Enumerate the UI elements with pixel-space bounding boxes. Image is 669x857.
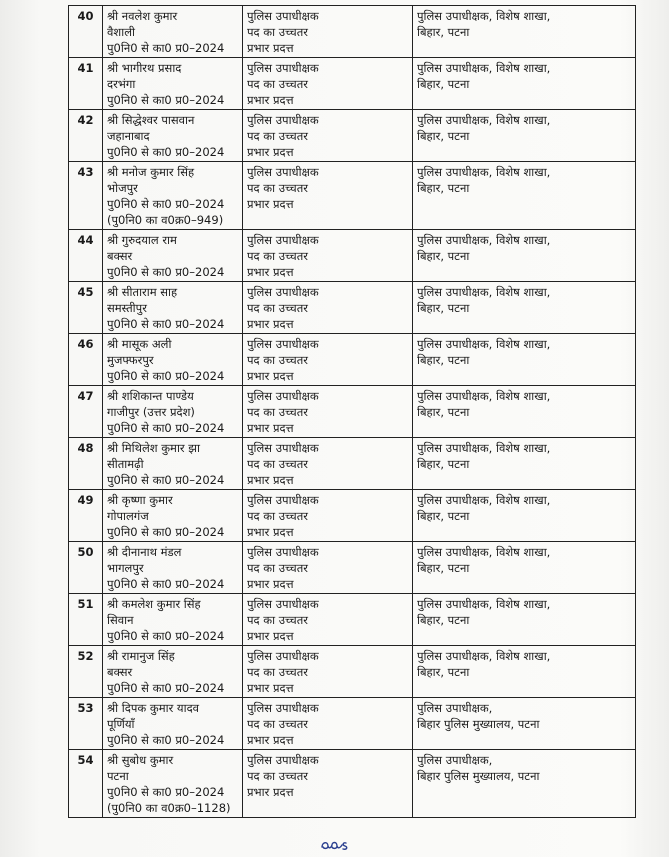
posting-cell bbox=[413, 646, 636, 698]
post-cell bbox=[243, 750, 413, 818]
officer-line: श्री गुरुदयाल राम bbox=[107, 233, 177, 247]
post-line: पुलिस उपाधीक्षक bbox=[247, 285, 319, 299]
serial-number: 41 bbox=[69, 58, 103, 110]
posting-cell bbox=[413, 162, 636, 230]
post-line: प्रभार प्रदत्त bbox=[247, 145, 294, 159]
officer-line: पु0नि0 से का0 प्र0–2024 bbox=[107, 41, 225, 55]
posting-line: पुलिस उपाधीक्षक, विशेष शाखा, bbox=[417, 597, 551, 611]
officer-line: पु0नि0 से का0 प्र0–2024 bbox=[107, 265, 225, 279]
officer-name-cell bbox=[103, 698, 243, 750]
posting-line: पुलिस उपाधीक्षक, विशेष शाखा, bbox=[417, 9, 551, 23]
officer-line: पु0नि0 से का0 प्र0–2024 bbox=[107, 369, 225, 383]
post-line: पद का उच्चतर bbox=[247, 181, 308, 195]
officer-line: श्री शशिकान्त पाण्डेय bbox=[107, 389, 194, 403]
post-line: पद का उच्चतर bbox=[247, 613, 308, 627]
serial-number: 54 bbox=[69, 750, 103, 818]
posting-line: बिहार, पटना bbox=[417, 353, 470, 367]
table-row bbox=[69, 386, 636, 438]
post-line: पुलिस उपाधीक्षक bbox=[247, 113, 319, 127]
officer-line: समस्तीपुर bbox=[107, 301, 147, 315]
post-cell bbox=[243, 698, 413, 750]
post-line: पद का उच्चतर bbox=[247, 301, 308, 315]
post-line: पद का उच्चतर bbox=[247, 405, 308, 419]
officer-line: श्री रामानुज सिंह bbox=[107, 649, 175, 663]
officer-name-cell bbox=[103, 438, 243, 490]
post-line: पद का उच्चतर bbox=[247, 249, 308, 263]
post-cell bbox=[243, 162, 413, 230]
post-line: पुलिस उपाधीक्षक bbox=[247, 493, 319, 507]
officer-line: गाजीपुर (उत्तर प्रदेश) bbox=[107, 405, 195, 419]
officer-line: जहानाबाद bbox=[107, 129, 150, 143]
officer-line: वैशाली bbox=[107, 25, 135, 39]
table-row bbox=[69, 334, 636, 386]
table-body bbox=[69, 6, 636, 818]
posting-cell bbox=[413, 282, 636, 334]
post-line: प्रभार प्रदत्त bbox=[247, 197, 294, 211]
posting-line: बिहार, पटना bbox=[417, 181, 470, 195]
serial-number: 47 bbox=[69, 386, 103, 438]
posting-line: बिहार, पटना bbox=[417, 613, 470, 627]
officer-line: गोपालगंज bbox=[107, 509, 149, 523]
posting-line: पुलिस उपाधीक्षक, विशेष शाखा, bbox=[417, 113, 551, 127]
officer-line: श्री दिपक कुमार यादव bbox=[107, 701, 200, 715]
post-line: प्रभार प्रदत्त bbox=[247, 421, 294, 435]
posting-line: बिहार, पटना bbox=[417, 561, 470, 575]
table-row bbox=[69, 58, 636, 110]
posting-cell bbox=[413, 334, 636, 386]
posting-line: बिहार, पटना bbox=[417, 665, 470, 679]
posting-cell bbox=[413, 230, 636, 282]
officer-line: (पु0नि0 का व0क्र0–949) bbox=[107, 213, 224, 227]
post-cell bbox=[243, 542, 413, 594]
serial-number: 46 bbox=[69, 334, 103, 386]
post-line: पद का उच्चतर bbox=[247, 457, 308, 471]
post-line: पुलिस उपाधीक्षक bbox=[247, 649, 319, 663]
officer-line: श्री नवलेश कुमार bbox=[107, 9, 178, 23]
table-row bbox=[69, 110, 636, 162]
officer-line: पु0नि0 से का0 प्र0–2024 bbox=[107, 733, 225, 747]
post-line: पद का उच्चतर bbox=[247, 561, 308, 575]
posting-line: पुलिस उपाधीक्षक, विशेष शाखा, bbox=[417, 165, 551, 179]
officer-name-cell bbox=[103, 334, 243, 386]
posting-line: पुलिस उपाधीक्षक, विशेष शाखा, bbox=[417, 233, 551, 247]
officer-line: पु0नि0 से का0 प्र0–2024 bbox=[107, 785, 225, 799]
post-cell bbox=[243, 110, 413, 162]
serial-number: 51 bbox=[69, 594, 103, 646]
post-line: पुलिस उपाधीक्षक bbox=[247, 597, 319, 611]
post-line: पुलिस उपाधीक्षक bbox=[247, 701, 319, 715]
officer-name-cell bbox=[103, 594, 243, 646]
officer-line: सिवान bbox=[107, 613, 134, 627]
officer-line: बक्सर bbox=[107, 665, 133, 679]
post-line: प्रभार प्रदत्त bbox=[247, 681, 294, 695]
officer-line: श्री सीताराम साह bbox=[107, 285, 178, 299]
table-row bbox=[69, 646, 636, 698]
post-line: पद का उच्चतर bbox=[247, 509, 308, 523]
post-line: पद का उच्चतर bbox=[247, 769, 308, 783]
officer-line: श्री कमलेश कुमार सिंह bbox=[107, 597, 201, 611]
post-line: पुलिस उपाधीक्षक bbox=[247, 165, 319, 179]
table-row bbox=[69, 490, 636, 542]
serial-number: 40 bbox=[69, 6, 103, 58]
posting-cell bbox=[413, 386, 636, 438]
serial-number: 53 bbox=[69, 698, 103, 750]
posting-line: बिहार, पटना bbox=[417, 77, 470, 91]
posting-line: पुलिस उपाधीक्षक, bbox=[417, 753, 493, 767]
table-row bbox=[69, 542, 636, 594]
officer-line: मुजफ्फरपुर bbox=[107, 353, 154, 367]
officer-line: पूर्णियाँ bbox=[107, 717, 135, 731]
officer-name-cell bbox=[103, 110, 243, 162]
post-line: पद का उच्चतर bbox=[247, 129, 308, 143]
serial-number: 43 bbox=[69, 162, 103, 230]
posting-cell bbox=[413, 438, 636, 490]
table-row bbox=[69, 282, 636, 334]
posting-cell bbox=[413, 750, 636, 818]
officer-line: भागलपुर bbox=[107, 561, 144, 575]
posting-line: पुलिस उपाधीक्षक, विशेष शाखा, bbox=[417, 389, 551, 403]
posting-line: बिहार, पटना bbox=[417, 457, 470, 471]
post-cell bbox=[243, 646, 413, 698]
post-line: प्रभार प्रदत्त bbox=[247, 41, 294, 55]
posting-cell bbox=[413, 542, 636, 594]
officer-name-cell bbox=[103, 58, 243, 110]
officer-line: पु0नि0 से का0 प्र0–2024 bbox=[107, 629, 225, 643]
post-cell bbox=[243, 58, 413, 110]
post-line: प्रभार प्रदत्त bbox=[247, 265, 294, 279]
post-line: प्रभार प्रदत्त bbox=[247, 369, 294, 383]
serial-number: 49 bbox=[69, 490, 103, 542]
post-line: प्रभार प्रदत्त bbox=[247, 473, 294, 487]
post-line: पुलिस उपाधीक्षक bbox=[247, 337, 319, 351]
posting-line: बिहार पुलिस मुख्यालय, पटना bbox=[417, 769, 540, 783]
serial-number: 42 bbox=[69, 110, 103, 162]
posting-line: पुलिस उपाधीक्षक, विशेष शाखा, bbox=[417, 441, 551, 455]
officer-name-cell bbox=[103, 646, 243, 698]
post-cell bbox=[243, 386, 413, 438]
posting-cell bbox=[413, 698, 636, 750]
officer-line: पु0नि0 से का0 प्र0–2024 bbox=[107, 525, 225, 539]
post-line: पद का उच्चतर bbox=[247, 665, 308, 679]
officer-name-cell bbox=[103, 542, 243, 594]
post-cell bbox=[243, 230, 413, 282]
officer-name-cell bbox=[103, 282, 243, 334]
post-line: पुलिस उपाधीक्षक bbox=[247, 9, 319, 23]
post-line: पुलिस उपाधीक्षक bbox=[247, 61, 319, 75]
post-cell bbox=[243, 334, 413, 386]
posting-line: बिहार, पटना bbox=[417, 249, 470, 263]
posting-line: बिहार पुलिस मुख्यालय, पटना bbox=[417, 717, 540, 731]
post-line: पद का उच्चतर bbox=[247, 353, 308, 367]
officer-line: पु0नि0 से का0 प्र0–2024 bbox=[107, 421, 225, 435]
serial-number: 48 bbox=[69, 438, 103, 490]
officer-line: पु0नि0 से का0 प्र0–2024 bbox=[107, 197, 225, 211]
posting-cell bbox=[413, 58, 636, 110]
officer-line: बक्सर bbox=[107, 249, 133, 263]
posting-line: पुलिस उपाधीक्षक, विशेष शाखा, bbox=[417, 493, 551, 507]
posting-line: बिहार, पटना bbox=[417, 509, 470, 523]
officer-line: पु0नि0 से का0 प्र0–2024 bbox=[107, 145, 225, 159]
officer-line: पु0नि0 से का0 प्र0–2024 bbox=[107, 473, 225, 487]
post-line: पद का उच्चतर bbox=[247, 77, 308, 91]
officer-name-cell bbox=[103, 230, 243, 282]
posting-line: बिहार, पटना bbox=[417, 129, 470, 143]
officer-name-cell bbox=[103, 750, 243, 818]
posting-line: पुलिस उपाधीक्षक, विशेष शाखा, bbox=[417, 61, 551, 75]
officer-line: श्री दीनानाथ मंडल bbox=[107, 545, 182, 559]
posting-cell bbox=[413, 110, 636, 162]
post-line: पुलिस उपाधीक्षक bbox=[247, 389, 319, 403]
officer-line: श्री मासूक अली bbox=[107, 337, 172, 351]
table-row bbox=[69, 6, 636, 58]
posting-line: पुलिस उपाधीक्षक, bbox=[417, 701, 493, 715]
post-cell bbox=[243, 594, 413, 646]
officer-line: (पु0नि0 का व0क्र0–1128) bbox=[107, 801, 231, 815]
post-line: प्रभार प्रदत्त bbox=[247, 93, 294, 107]
post-cell bbox=[243, 490, 413, 542]
posting-line: पुलिस उपाधीक्षक, विशेष शाखा, bbox=[417, 285, 551, 299]
officer-name-cell bbox=[103, 490, 243, 542]
officer-line: पटना bbox=[107, 769, 129, 783]
serial-number: 44 bbox=[69, 230, 103, 282]
table-row bbox=[69, 230, 636, 282]
post-line: प्रभार प्रदत्त bbox=[247, 525, 294, 539]
officer-line: पु0नि0 से का0 प्र0–2024 bbox=[107, 577, 225, 591]
officer-name-cell bbox=[103, 6, 243, 58]
officer-line: भोजपुर bbox=[107, 181, 138, 195]
posting-line: बिहार, पटना bbox=[417, 25, 470, 39]
posting-line: पुलिस उपाधीक्षक, विशेष शाखा, bbox=[417, 649, 551, 663]
officer-line: पु0नि0 से का0 प्र0–2024 bbox=[107, 317, 225, 331]
serial-number: 45 bbox=[69, 282, 103, 334]
officer-line: सीतामढ़ी bbox=[107, 457, 144, 471]
post-line: प्रभार प्रदत्त bbox=[247, 785, 294, 799]
post-line: प्रभार प्रदत्त bbox=[247, 577, 294, 591]
posting-cell bbox=[413, 594, 636, 646]
officer-line: पु0नि0 से का0 प्र0–2024 bbox=[107, 93, 225, 107]
table-row bbox=[69, 438, 636, 490]
post-line: पुलिस उपाधीक्षक bbox=[247, 545, 319, 559]
posting-line: पुलिस उपाधीक्षक, विशेष शाखा, bbox=[417, 545, 551, 559]
posting-cell bbox=[413, 490, 636, 542]
posting-cell bbox=[413, 6, 636, 58]
post-line: प्रभार प्रदत्त bbox=[247, 733, 294, 747]
transfer-posting-table bbox=[68, 5, 636, 818]
officer-line: श्री सिद्धेश्वर पासवान bbox=[107, 113, 195, 127]
post-cell bbox=[243, 282, 413, 334]
officer-name-cell bbox=[103, 162, 243, 230]
post-line: प्रभार प्रदत्त bbox=[247, 629, 294, 643]
posting-line: बिहार, पटना bbox=[417, 405, 470, 419]
officer-line: दरभंगा bbox=[107, 77, 136, 91]
serial-number: 50 bbox=[69, 542, 103, 594]
officer-line: श्री मिथिलेश कुमार झा bbox=[107, 441, 200, 455]
post-line: पुलिस उपाधीक्षक bbox=[247, 233, 319, 247]
posting-line: पुलिस उपाधीक्षक, विशेष शाखा, bbox=[417, 337, 551, 351]
posting-line: बिहार, पटना bbox=[417, 301, 470, 315]
handwritten-signature bbox=[318, 836, 358, 852]
serial-number: 52 bbox=[69, 646, 103, 698]
post-line: पुलिस उपाधीक्षक bbox=[247, 441, 319, 455]
post-cell bbox=[243, 438, 413, 490]
table-row bbox=[69, 594, 636, 646]
table-row bbox=[69, 698, 636, 750]
officer-line: श्री मनोज कुमार सिंह bbox=[107, 165, 195, 179]
officer-line: पु0नि0 से का0 प्र0–2024 bbox=[107, 681, 225, 695]
officer-line: श्री सुबोध कुमार bbox=[107, 753, 174, 767]
post-line: प्रभार प्रदत्त bbox=[247, 317, 294, 331]
post-cell bbox=[243, 6, 413, 58]
officer-line: श्री भागीरथ प्रसाद bbox=[107, 61, 182, 75]
post-line: पद का उच्चतर bbox=[247, 717, 308, 731]
post-line: पुलिस उपाधीक्षक bbox=[247, 753, 319, 767]
officer-name-cell bbox=[103, 386, 243, 438]
table-row bbox=[69, 750, 636, 818]
officer-line: श्री कृष्णा कुमार bbox=[107, 493, 173, 507]
post-line: पद का उच्चतर bbox=[247, 25, 308, 39]
table-row bbox=[69, 162, 636, 230]
